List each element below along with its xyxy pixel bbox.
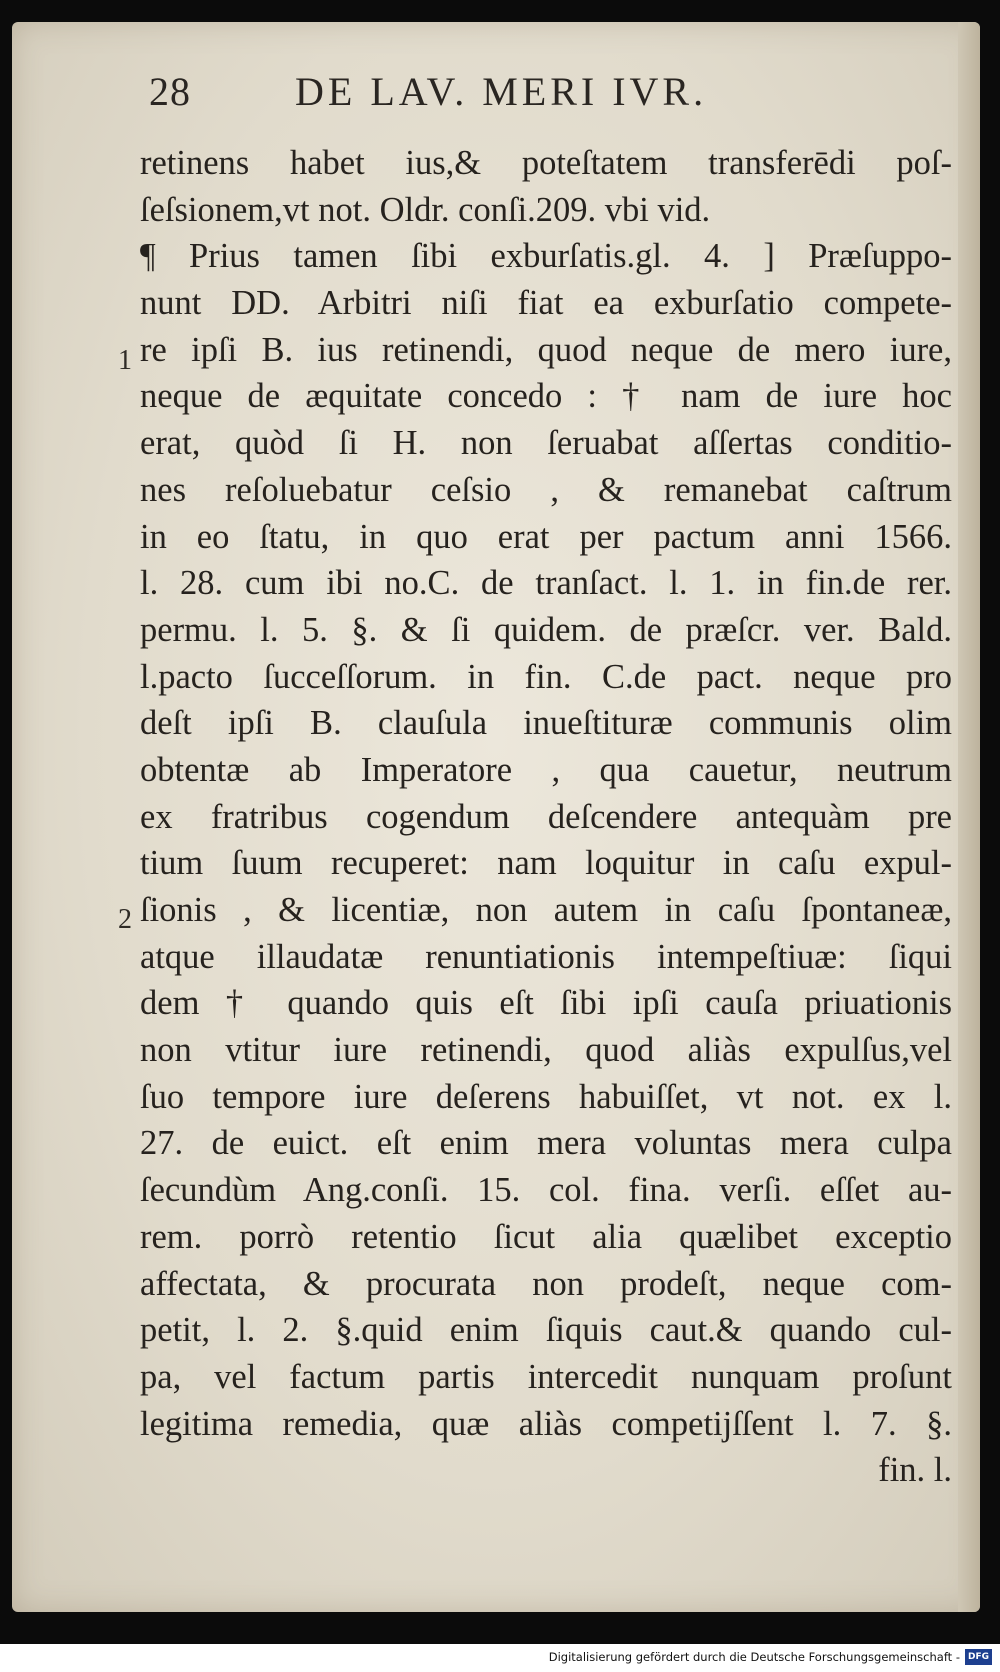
body-text [140,140,952,1494]
dfg-logo: DFG [965,1649,992,1665]
text-line: in eo ſtatu, in quo erat per pactum anni 1566. [140,517,952,556]
funding-notice: Digitalisierung gefördert durch die Deutsche Forschungsgemeinschaft - [548,1650,960,1664]
text-line: ſuo tempore iure deſerens habuiſſet, vt not. ex l. [140,1077,952,1116]
text-line: l.pacto ſucceſſorum. in fin. C.de pact. neque pro [140,657,952,696]
text-line: ſecundùm Ang.conſi. 15. col. fina. verſi. eſſet au- [140,1171,952,1210]
page-number: 28 [149,69,191,114]
margin-note-2: 2 [118,904,132,935]
text-line: tium ſuum recuperet: nam loquitur in caſu expul- [140,844,952,883]
text-line: erat, quòd ſi H. non ſeruabat aſſertas conditio- [140,424,952,463]
digitization-footer [0,1644,1000,1672]
text-line: pa, vel factum partis intercedit nunquam proſunt [140,1357,952,1396]
margin-note-1: 1 [118,345,132,376]
text-line: nunt DD. Arbitri niſi fiat ea exburſatio compete- [140,284,952,323]
text-line: re ipſi B. ius retinendi, quod neque de mero iure, [140,330,952,369]
text-line: petit, l. 2. §.quid enim ſiquis caut.& quando cul- [140,1311,952,1350]
text-line: retinens habet ius,& poteſtatem transferēdi poſ- [140,144,952,182]
text-line: rem. porrò retentio ſicut alia quælibet exceptio [140,1217,952,1256]
text-line: nes reſoluebatur ceſsio , & remanebat caſtrum [140,470,952,509]
text-line: obtentæ ab Imperatore , qua cauetur, neutrum [140,750,952,789]
text-line: l. 28. cum ibi no.C. de tranſact. l. 1. in fin.de rer. [140,564,952,603]
running-head [135,48,835,114]
text-line: ¶ Prius tamen ſibi exburſatis.gl. 4. ] Præſuppo- [140,237,952,276]
page-edge [958,22,980,1612]
text-line: atque illaudatæ renuntiationis intempeſtiuæ: ſiqui [140,937,952,976]
text-line: ſeſsionem,vt not. Oldr. conſi.209. vbi vid. [140,190,711,229]
text-line: ex fratribus cogendum deſcendere antequàm pre [140,797,952,836]
running-title: DE LAV. MERI IVR. [295,69,708,114]
text-line: neque de æquitate concedo : † nam de iure hoc [140,377,952,416]
text-line: dem † quando quis eſt ſibi ipſi cauſa priuationis [140,984,952,1023]
text-line: deſt ipſi B. clauſula inueſtituræ communis olim [140,704,952,743]
text-line: permu. l. 5. §. & ſi quidem. de præſcr. ver. Bald. [140,610,952,649]
text-line: non vtitur iure retinendi, quod aliàs expulſus,vel [140,1031,952,1070]
text-line: affectata, & procurata non prodeſt, neque com- [140,1264,952,1303]
text-line: legitima remedia, quæ aliàs competijſſent l. 7. §. [140,1404,952,1443]
text-line: 27. de euict. eſt enim mera voluntas mera culpa [140,1124,952,1163]
text-line: ſionis , & licentiæ, non autem in caſu ſpontaneæ, [140,891,952,929]
catchword: fin. l. [878,1451,952,1490]
